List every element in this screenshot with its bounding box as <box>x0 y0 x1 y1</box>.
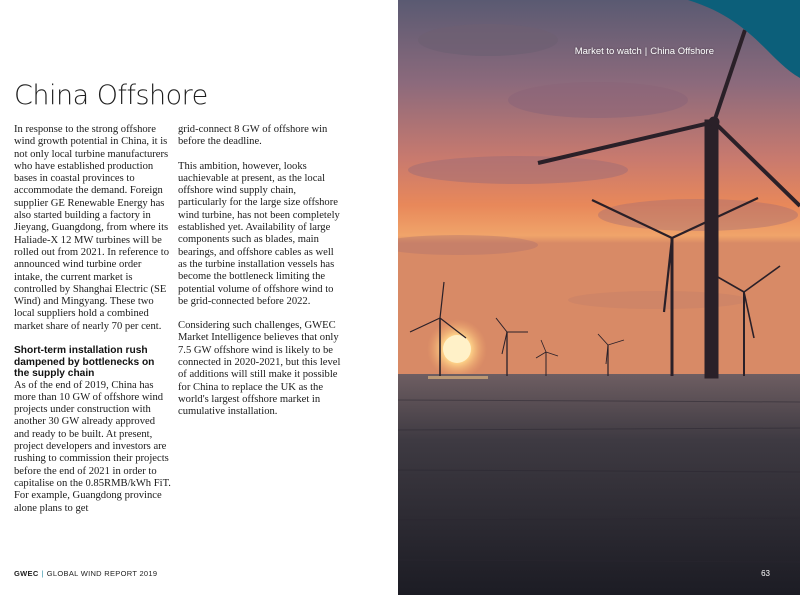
paragraph: This ambition, however, looks uachievable at present, as the local offshore wind supply chain, particularly for the large size offshore wind turbine, has not been completely established yet. Availability of large components such as blades, main bearings, and offshore cables as well as the turbine installation vessels has become the bottleneck limiting the potential volume of offshore wind to be grid-connected before 2022. <box>178 160 340 307</box>
paragraph: In response to the strong offshore wind growth potential in China, it is not only local turbine manufacturers who have established production bases in coastal provinces to accommodate the demand. Foreign supplier GE Renewable Energy has also started building a factory in Jieyang, Guangdong, from where its Haliade-X 12 MW turbines will be rolled out from 2021. In reference to announced wind turbine order intake, the current market is controlled by Shanghai Electric (SE Wind) and Mingyang. These two local suppliers hold a combined market share of nearly 70 per cent. <box>14 124 170 332</box>
paragraph: grid-connect 8 GW of offshore win before the deadline. <box>178 124 328 148</box>
header-topic-label: China Offshore <box>650 46 714 57</box>
article-column-1 <box>14 124 172 527</box>
photo-page <box>398 0 800 595</box>
footer <box>14 569 157 578</box>
footer-separator: | <box>41 569 44 578</box>
paragraph: Considering such challenges, GWEC Market Intelligence believes that only 7.5 GW offshore wind is likely to be connected in 2020-2021, but this level of additions will still make it possible for China to replace the UK as the world's largest offshore market in cumulative installation. <box>178 320 341 418</box>
header-section-label: Market to watch <box>574 46 642 57</box>
page-number: 63 <box>761 569 770 578</box>
paragraph: As of the end of 2019, China has more than 10 GW of offshore wind projects under construction with another 30 GW already approved and ready to be built. At present, project developers and investors are rushing to commission their projects before the end of 2021 in order to capitalise on the 0.85RMB/kWh FiT. For example, Guangdong province alone plans to get <box>14 379 171 514</box>
page-title: China Offshore <box>14 80 208 111</box>
article-column-2 <box>178 124 343 431</box>
footer-report-title: GLOBAL WIND REPORT 2019 <box>46 569 158 578</box>
header-separator: | <box>644 46 648 57</box>
left-page <box>0 0 398 595</box>
footer-brand: GWEC <box>14 569 39 578</box>
section-header <box>575 46 714 57</box>
section-subheading: Short-term installation rush dampened by bottlenecks on the supply chain <box>14 345 155 380</box>
offshore-wind-photo <box>398 0 800 595</box>
